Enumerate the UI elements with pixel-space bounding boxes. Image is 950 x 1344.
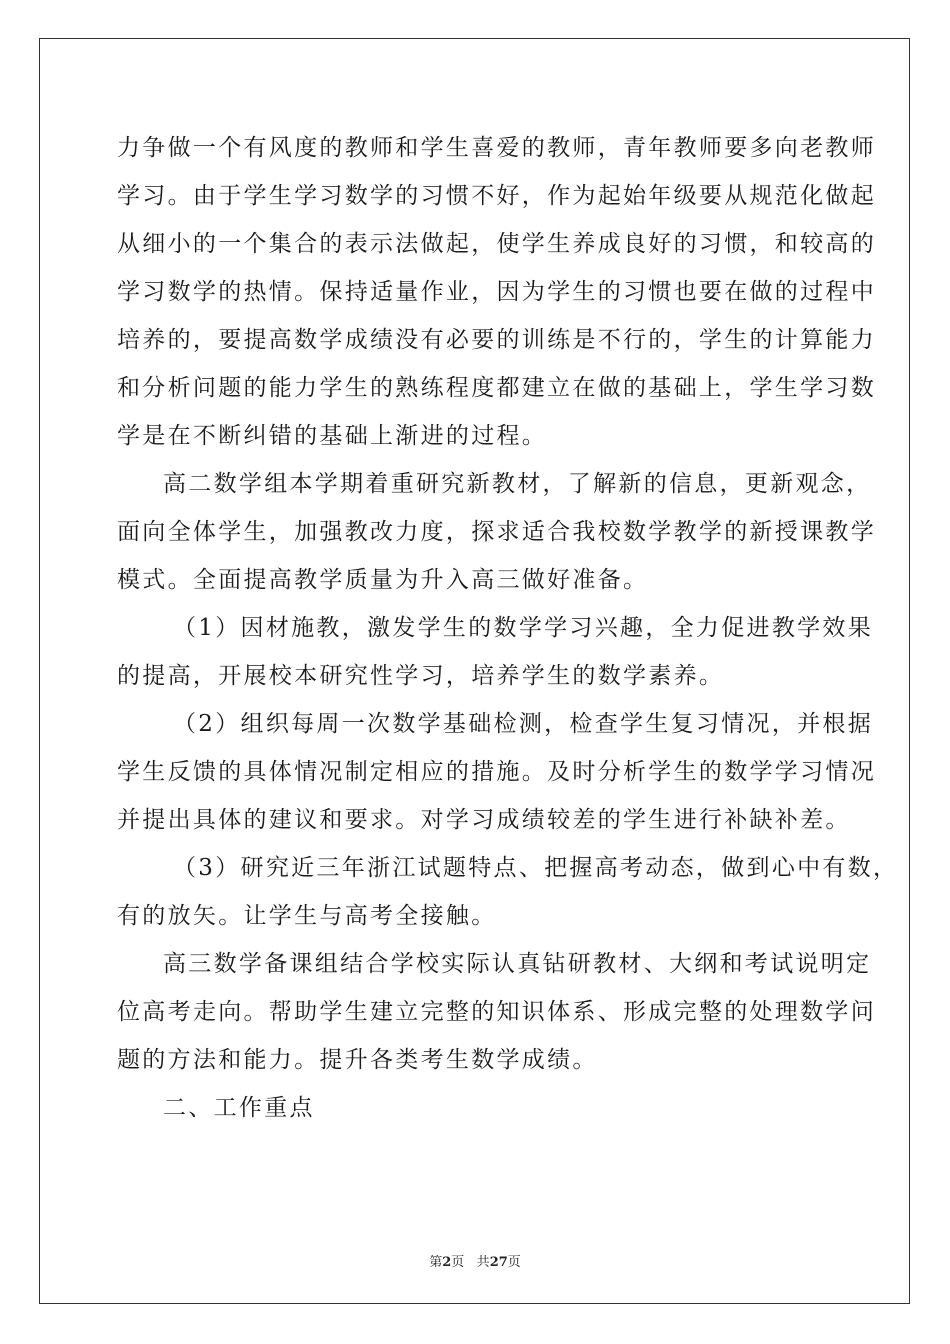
- text-line: 有的放矢。让学生与高考全接触。: [117, 903, 497, 929]
- paragraph: [117, 604, 874, 700]
- paragraph: [117, 124, 876, 460]
- paragraph: [117, 940, 876, 1084]
- text-line: 学生反馈的具体情况制定相应的措施。及时分析学生的数学学习情况: [117, 759, 876, 785]
- paragraph: [117, 844, 899, 940]
- text-line: 面向全体学生，加强教改力度，探求适合我校数学教学的新授课教学: [117, 519, 876, 545]
- text-line: 从细小的一个集合的表示法做起，使学生养成良好的习惯，和较高的: [117, 231, 876, 257]
- footer-total-suffix: 页: [507, 1255, 521, 1270]
- document-body: [117, 124, 899, 1132]
- text-line: 力争做一个有风度的教师和学生喜爱的教师，青年教师要多向老教师: [117, 135, 876, 161]
- text-line: （1）因材施教，激发学生的数学学习兴趣，全力促进教学效果: [173, 615, 874, 641]
- text-line: 学习数学的热情。保持适量作业，因为学生的习惯也要在做的过程中: [117, 279, 876, 305]
- footer-page-suffix: 页: [451, 1255, 465, 1270]
- paragraph: [117, 460, 876, 604]
- text-line: 高三数学备课组结合学校实际认真钻研教材、大纲和考试说明定: [163, 951, 872, 977]
- footer-prefix: 第: [429, 1255, 443, 1270]
- text-line: 学习。由于学生学习数学的习惯不好，作为起始年级要从规范化做起: [117, 183, 876, 209]
- text-line: 位高考走向。帮助学生建立完整的知识体系、形成完整的处理数学问: [117, 999, 876, 1025]
- paragraph: [117, 1084, 837, 1132]
- text-line: 并提出具体的建议和要求。对学习成绩较差的学生进行补缺补差。: [117, 807, 851, 833]
- text-line: 二、工作重点: [163, 1095, 315, 1121]
- text-line: 模式。全面提高教学质量为升入高三做好准备。: [117, 567, 649, 593]
- text-line: 的提高，开展校本研究性学习，培养学生的数学素养。: [117, 663, 725, 689]
- current-page-number: 2: [442, 1255, 452, 1270]
- text-line: （3）研究近三年浙江试题特点、把握高考动态，做到心中有数，: [173, 855, 899, 881]
- text-line: 和分析问题的能力学生的熟练程度都建立在做的基础上，学生学习数: [117, 375, 876, 401]
- paragraph: [117, 700, 876, 844]
- page-footer: [0, 1251, 950, 1270]
- text-line: 培养的，要提高数学成绩没有必要的训练是不行的，学生的计算能力: [117, 327, 876, 353]
- total-page-count: 27: [489, 1255, 508, 1270]
- text-line: 题的方法和能力。提升各类考生数学成绩。: [117, 1047, 598, 1073]
- text-line: 学是在不断纠错的基础上渐进的过程。: [117, 423, 548, 449]
- footer-total-prefix: 共: [476, 1255, 490, 1270]
- text-line: 高二数学组本学期着重研究新教材，了解新的信息，更新观念，: [163, 471, 872, 497]
- text-line: （2）组织每周一次数学基础检测，检查学生复习情况，并根据: [173, 711, 874, 737]
